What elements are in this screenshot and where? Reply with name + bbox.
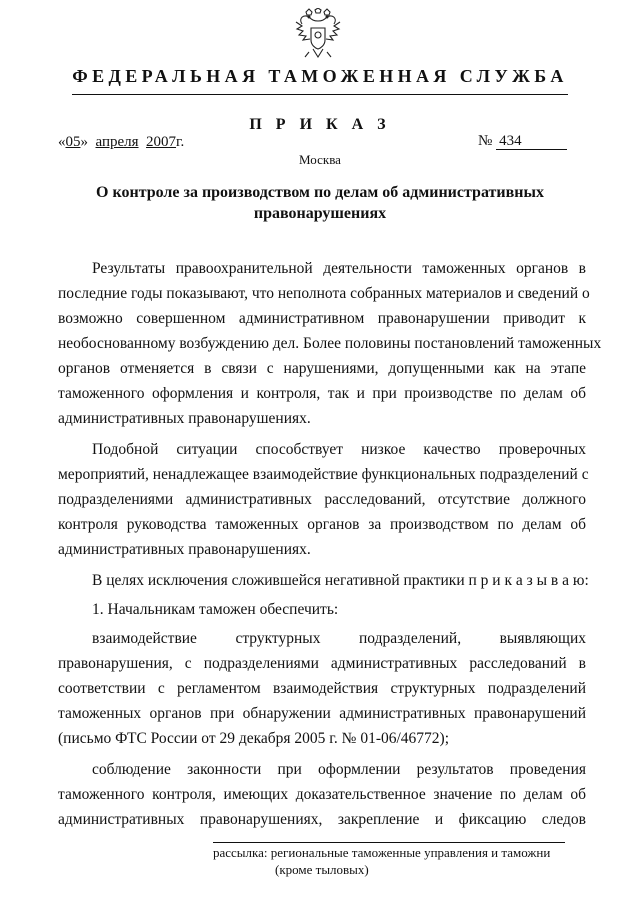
number-label: №	[478, 133, 493, 149]
city: Москва	[299, 152, 341, 167]
body-line: последние годы показывают, что неполнота собранных материалов и сведений о	[58, 285, 590, 302]
body-line: контроля руководства таможенных органов за производством по делам об	[58, 516, 586, 533]
coat-of-arms-emblem	[294, 8, 342, 60]
body-line: Результаты правоохранительной деятельности таможенных органов в	[92, 260, 586, 277]
date-close-quote: »	[80, 134, 88, 150]
body-line: мероприятий, ненадлежащее взаимодействие функциональных подразделений с	[58, 466, 589, 483]
body-line: Подобной ситуации способствует низкое качество проверочных	[92, 441, 586, 458]
date-year-tail: г.	[176, 134, 185, 150]
distribution-line: рассылка: региональные таможенные управления и таможни	[213, 845, 551, 860]
body-line: соблюдение законности при оформлении результатов проведения	[92, 761, 586, 778]
date-year-prefix: 200	[146, 134, 169, 150]
date-day: 05	[65, 134, 81, 150]
body-line: соответствии с регламентом взаимодействия структурных подразделений	[58, 680, 586, 697]
body-line: правонарушения, с подразделениями административных расследований в	[58, 655, 586, 672]
body-line: административных правонарушениях.	[58, 541, 311, 558]
distribution-line: (кроме тыловых)	[275, 862, 369, 877]
agency-name: ФЕДЕРАЛЬНАЯ ТАМОЖЕННАЯ СЛУЖБА	[72, 66, 568, 86]
body-line: возможно совершенном административном правонарушении приводит к	[58, 310, 586, 327]
subject-line: О контроле за производством по делам об административных	[96, 184, 544, 201]
subject-line: правонарушениях	[253, 205, 387, 222]
distribution-divider	[213, 842, 565, 843]
date-year-suffix: 7	[168, 134, 177, 150]
body-line: таможенных органов при обнаружении административных правонарушений	[58, 705, 586, 722]
order-number	[478, 133, 567, 150]
body-line: административных правонарушениях, закрепление и фиксацию следов	[58, 811, 586, 828]
body-line: органов отменяется в связи с нарушениями, допущенными как на этапе	[58, 360, 586, 377]
header-divider	[72, 94, 568, 95]
body-line: взаимодействие структурных подразделений, выявляющих	[92, 630, 586, 647]
body-line: подразделениями административных расследований, отсутствие должного	[58, 491, 586, 508]
order-date	[58, 134, 184, 151]
body-line: административных правонарушениях.	[58, 410, 311, 427]
date-month: апреля	[95, 134, 139, 150]
body-line: таможенного оформления и контроля, так и при производстве по делам об	[58, 385, 586, 402]
body-line: 1. Начальникам таможен обеспечить:	[92, 601, 339, 618]
number-value: 434	[496, 134, 567, 150]
order-subject	[70, 182, 570, 224]
document-type-title: П Р И К А З	[249, 116, 391, 133]
body-line: необоснованному возбуждению дел. Более половины постановлений таможенных	[58, 335, 602, 352]
body-line: таможенного контроля, имеющих доказательственное значение по делам об	[58, 786, 586, 803]
body-line: В целях исключения сложившейся негативной практики п р и к а з ы в а ю:	[92, 572, 589, 589]
body-line: (письмо ФТС России от 29 декабря 2005 г. № 01-06/46772);	[58, 730, 450, 747]
date-open-quote: «	[58, 134, 66, 150]
